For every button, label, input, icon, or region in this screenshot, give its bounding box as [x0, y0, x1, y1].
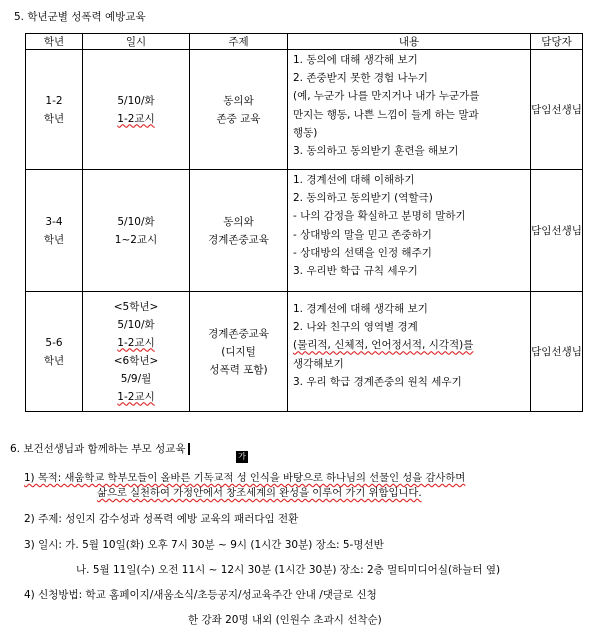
- datetime-cell: 5/10/화 1-2교시: [83, 50, 190, 170]
- content-cell: 1. 경계선에 대해 생각해 보기 2. 나와 친구의 영역별 경계 (물리적, 신체적, 언어정서적, 시각적)를 생각해보기 3. 우리 학급 경계존중의 원칙 세우기: [288, 292, 531, 412]
- grade-cell: 3-4 학년: [26, 170, 83, 292]
- purpose-line-1: 1) 목적: 새움학교 학부모들이 올바른 기독교적 성 인식을 바탕으로 하나님의 선물인 성을 감사하며: [24, 472, 466, 484]
- topic-cell: 동의와 경계존중교육: [190, 170, 288, 292]
- section6-title: 6. 보건선생님과 함께하는 부모 성교육: [10, 441, 190, 456]
- topic-cell: 동의와 존중 교육: [190, 50, 288, 170]
- content-cell: 1. 동의에 대해 생각해 보기 2. 존중받지 못한 경험 나누기 (예, 누군가 나를 만지거나 내가 누군가를 만지는 행동, 나쁜 느낌이 들게 하는 말과 행동) 3. 동의하고 동의받기 훈련을 해보기: [288, 50, 531, 170]
- limit-line: 한 강좌 20명 내외 (인원수 초과시 선착순): [188, 614, 382, 626]
- schedule-line-b: 나. 5월 11일(수) 오전 11시 ~ 12시 30분 (1시간 30분) 장소: 2층 멀티미디어실(하늘터 옆): [76, 564, 501, 576]
- header-grade: 학년: [26, 34, 83, 50]
- table-row: [26, 50, 583, 170]
- table-row: [26, 170, 583, 292]
- header-datetime: 일시: [83, 34, 190, 50]
- header-teacher: 담당자: [531, 34, 583, 50]
- table-header-row: [26, 34, 583, 50]
- table-row: [26, 292, 583, 412]
- grade-cell: 5-6 학년: [26, 292, 83, 412]
- schedule-table: [25, 33, 583, 412]
- header-topic: 주제: [190, 34, 288, 50]
- teacher-cell: 담임선생님: [531, 170, 583, 292]
- purpose-line-2: 삶으로 실천하여 가정안에서 창조세계의 완성을 이루어 가기 위함입니다.: [97, 487, 422, 499]
- text-cursor: [188, 443, 190, 455]
- datetime-cell: <5학년> 5/10/화 1-2교시 <6학년> 5/9/월 1-2교시: [83, 292, 190, 412]
- header-content: 내용: [288, 34, 531, 50]
- teacher-cell: 담임선생님: [531, 292, 583, 412]
- section5-title: 5. 학년군별 성폭력 예방교육: [14, 11, 146, 23]
- datetime-cell: 5/10/화 1~2교시: [83, 170, 190, 292]
- apply-line: 4) 신청방법: 학교 홈페이지/새움소식/초등공지/성교육주간 안내 /댓글로 신청: [24, 589, 377, 601]
- grade-cell: 1-2 학년: [26, 50, 83, 170]
- content-cell: 1. 경계선에 대해 이해하기 2. 동의하고 동의받기 (역할극) - 나의 감정을 확실하고 분명히 말하기 - 상대방의 말을 믿고 존중하기 - 상대방의 선택을 인정 해주기 3. 우리반 학급 규칙 세우기: [288, 170, 531, 292]
- hangul-input-badge: 가: [236, 451, 248, 463]
- topic-cell: 경계존중교육 (디지털 성폭력 포함): [190, 292, 288, 412]
- teacher-cell: 담임선생님: [531, 50, 583, 170]
- theme-line: 2) 주제: 성인지 감수성과 성폭력 예방 교육의 패러다임 전환: [24, 513, 299, 525]
- schedule-line-a: 3) 일시: 가. 5월 10일(화) 오후 7시 30분 ~ 9시 (1시간 30분) 장소: 5-명선반: [24, 539, 384, 551]
